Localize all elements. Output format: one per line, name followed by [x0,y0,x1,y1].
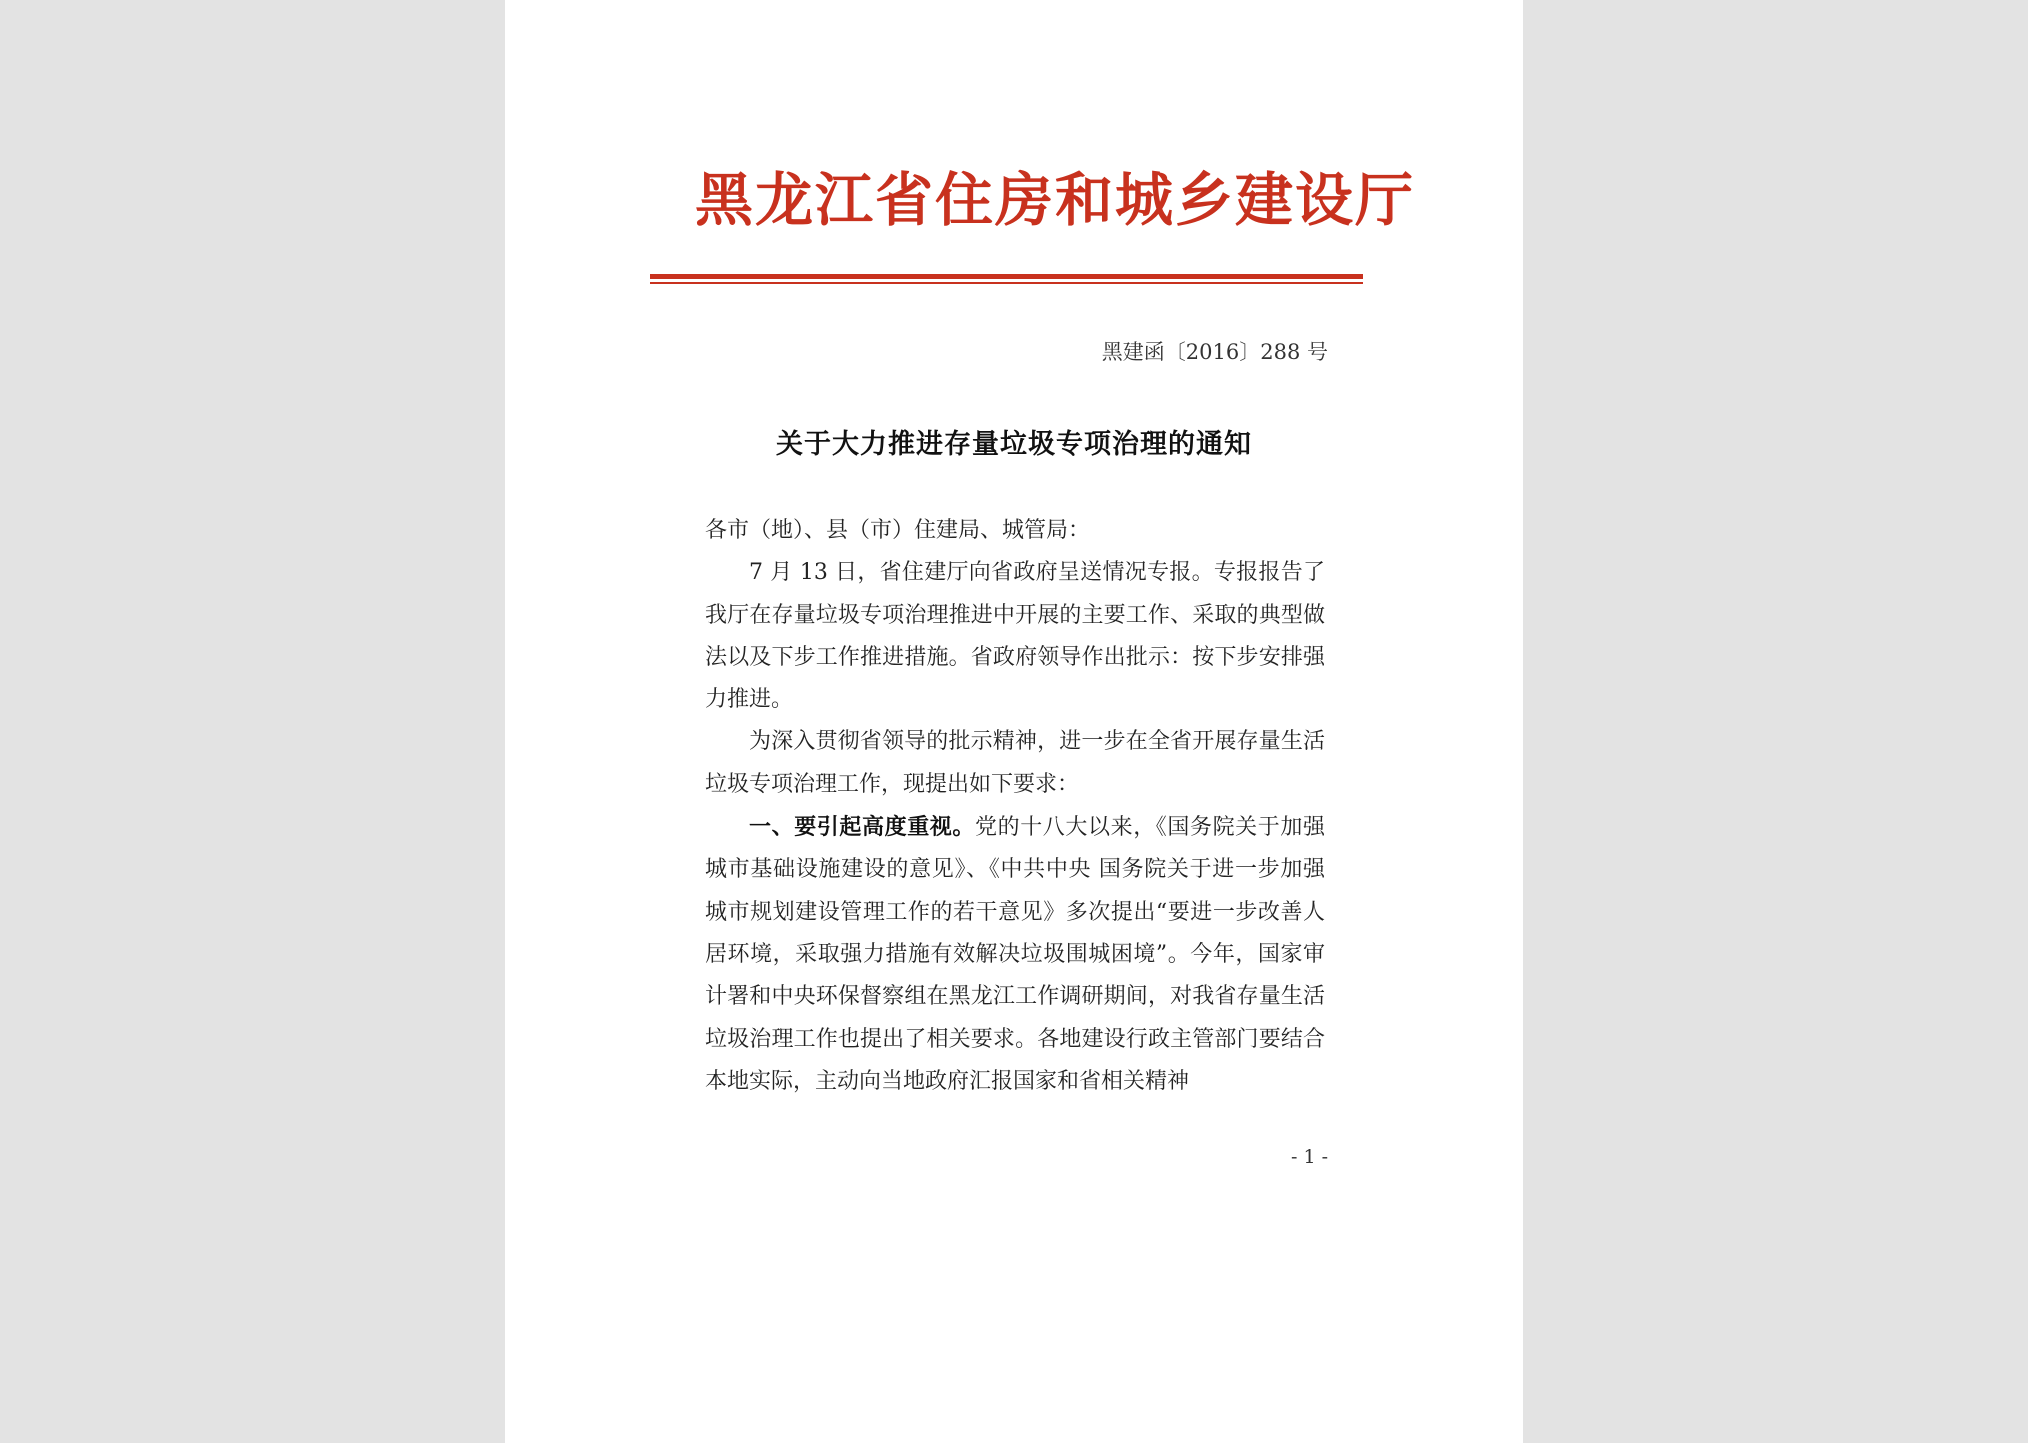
section-1-heading: 一、要引起高度重视。 [749,814,975,841]
document-number: 黑建函〔2016〕288 号 [1101,340,1328,364]
paragraph-2: 为深入贯彻省领导的批示精神，进一步在全省开展存量生活垃圾专项治理工作，现提出如下要求： [705,729,1325,797]
issuing-authority-title: 黑龙江省住房和城乡建设厅 [695,166,1416,234]
document-body [705,510,1325,1103]
section-1-body: 党的十八大以来，《国务院关于加强城市基础设施建设的意见》、《中共中央 国务院关于进一步加强城市规划建设管理工作的若干意见》多次提出“要进一步改善人居环境，采取强力措施有效解决垃圾围城困境”。今年，国家审计署和中央环保督察组在黑龙江工作调研期间，对我省存量生活垃圾治理工作也提出了相关要求。各地建设行政主管部门要结合本地实际，主动向当地政府汇报国家和省相关精神 [705,815,1325,1094]
header-red-rule-secondary [650,282,1363,284]
document-page [505,0,1523,1443]
page-number: - 1 - [1290,1146,1328,1168]
header-red-rule [650,274,1363,279]
section-1-paragraph [705,806,1325,1103]
notice-title: 关于大力推进存量垃圾专项治理的通知 [776,429,1252,460]
recipients-line: 各市（地）、县（市）住建局、城管局： [705,518,1091,543]
paragraph-1: 7 月 13 日，省住建厅向省政府呈送情况专报。专报报告了我厅在存量垃圾专项治理推进中开展的主要工作、采取的典型做法以及下步工作推进措施。省政府领导作出批示：按下步安排强力推进。 [705,560,1325,713]
